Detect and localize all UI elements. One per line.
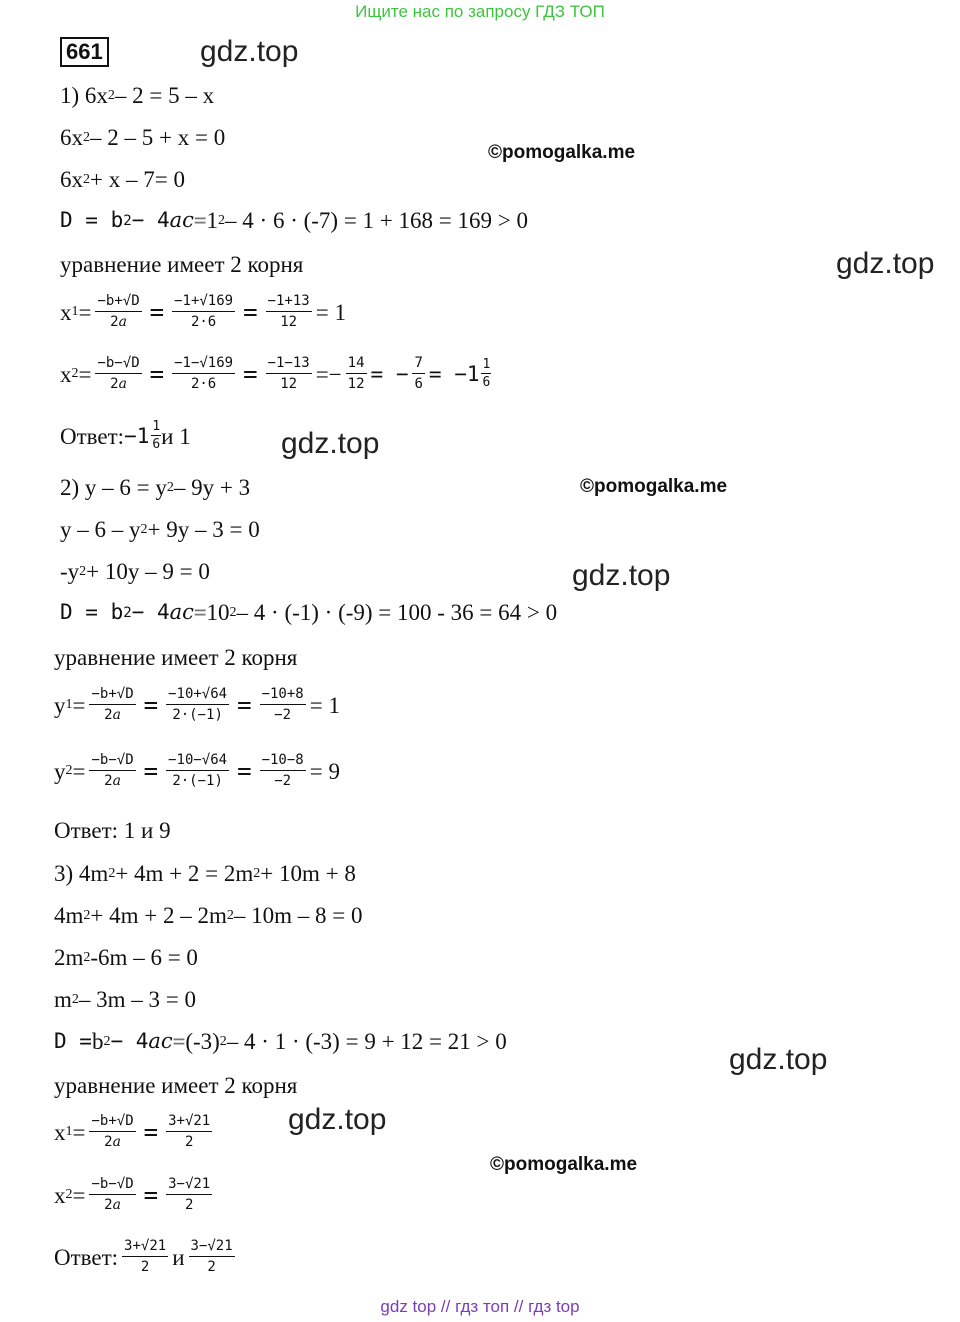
fraction: $\frac{-b-√D}{2a}$ (97, 355, 140, 393)
fraction: $\frac{-b+√D}{2a}$ (91, 686, 134, 724)
fraction: $\frac{-10+8}{-2}$ (261, 686, 304, 724)
part2-root-y2: y 2 = $\frac{-b-√D}{2a}$ = $\frac{-10-√64}{2\cdot(-1)}$ = $\frac{-10-8}{-2}$ = 9 (54, 752, 340, 790)
top-banner[interactable]: Ищите нас по запросу ГДЗ ТОП (355, 2, 605, 21)
watermark-gdz-3: gdz.top (281, 427, 380, 460)
fraction: $\frac{-b+√D}{2a}$ (91, 1113, 134, 1151)
fraction: $\frac{-10-√64}{2\cdot(-1)}$ (168, 752, 228, 790)
watermark-gdz-2: gdz.top (836, 247, 935, 280)
part3-discriminant: D = b 2 − 4 ac = (-3) 2 – 4 · 1 · (-3) = 9 + 12 = 21 > 0 (54, 1029, 507, 1054)
part1-roots-text: уравнение имеет 2 корня (60, 252, 304, 277)
fraction: 1 6 (152, 419, 161, 453)
part3-equation-line-1: 3) 4m 2 + 4m + 2 = 2m 2 + 10m + 8 (54, 861, 356, 886)
fraction: 1 6 (482, 357, 491, 391)
part2-root-y1: y 1 = $\frac{-b+√D}{2a}$ = $\frac{-10+√64}{2\cdot(-1)}$ = $\frac{-10+8}{-2}$ = 1 (54, 686, 340, 724)
part1-equation-line-3: 6x 2 + x – 7= 0 (60, 167, 185, 192)
watermark-pomogalka-2: ©pomogalka.me (580, 476, 728, 497)
part2-roots-text: уравнение имеет 2 корня (54, 645, 298, 670)
part2-answer: Ответ: 1 и 9 (54, 818, 171, 843)
watermark-pomogalka-3: ©pomogalka.me (490, 1154, 638, 1175)
part3-answer: Ответ: $\frac{3+√21}{2}$ и $\frac{3-√21}{2}$ (54, 1238, 233, 1276)
part3-root-x2: x 2 = $\frac{-b-√D}{2a}$ = $\frac{3-√21}{2}$ (54, 1176, 211, 1214)
part2-discriminant: D = b 2 − 4 ac = 10 2 – 4 · (-1) · (-9) = 100 - 36 = 64 > 0 (60, 600, 558, 625)
fraction: $\frac{-b-√D}{2a}$ (91, 1176, 134, 1214)
fraction: $\frac{-1-13}{12}$ (267, 355, 310, 393)
part1-discriminant: D = b 2 − 4 ac = 1 2 – 4 · 6 · (-7) = 1 + 168 = 169 > 0 (60, 208, 528, 233)
fraction: $\frac{-b+√D}{2a}$ (97, 293, 140, 331)
problem-number: 661 (60, 37, 109, 67)
part1-root-x1: x 1 = $\frac{-b+√D}{2a}$ = $\frac{-1+√169}{2\cdot 6}$ = $\frac{-1+13}{12}$ = 1 (60, 293, 346, 331)
watermark-gdz-6: gdz.top (288, 1103, 387, 1136)
part3-equation-line-2: 4m 2 + 4m + 2 – 2m 2 – 10m – 8 = 0 (54, 903, 363, 928)
watermark-gdz-4: gdz.top (572, 559, 671, 592)
part2-equation-line-3: -y 2 + 10y – 9 = 0 (60, 559, 210, 584)
fraction: $\frac{7}{6}$ (414, 355, 423, 393)
fraction: $\frac{-b-√D}{2a}$ (91, 752, 134, 790)
watermark-gdz-5: gdz.top (729, 1043, 828, 1076)
fraction: $\frac{-1-√169}{2\cdot 6}$ (174, 355, 234, 393)
fraction: $\frac{3+√21}{2}$ (168, 1113, 211, 1151)
part2-equation-line-1: 2) y – 6 = y 2 – 9y + 3 (60, 475, 251, 500)
part1-root-x2: x 2 = $\frac{-b-√D}{2a}$ = $\frac{-1-√169}{2\cdot 6}$ = $\frac{-1-13}{12}$ =− $\frac{14}{12}$ = − $\frac{7}{6}$ = −1 1 6 (60, 355, 491, 393)
fraction: $\frac{-1+13}{12}$ (267, 293, 310, 331)
fraction: $\frac{3-√21}{2}$ (168, 1176, 211, 1214)
part1-equation-line-2: 6x 2 – 2 – 5 + x = 0 (60, 125, 226, 150)
fraction: $\frac{-1+√169}{2\cdot 6}$ (174, 293, 234, 331)
part1-answer: Ответ: −1 1 6 и 1 (60, 419, 191, 453)
part3-root-x1: x 1 = $\frac{-b+√D}{2a}$ = $\frac{3+√21}{2}$ (54, 1113, 211, 1151)
fraction: $\frac{3+√21}{2}$ (124, 1238, 167, 1276)
fraction: $\frac{3-√21}{2}$ (190, 1238, 233, 1276)
fraction: $\frac{14}{12}$ (347, 355, 365, 393)
part3-equation-line-4: m 2 – 3m – 3 = 0 (54, 987, 197, 1012)
part2-equation-line-2: y – 6 – y 2 + 9y – 3 = 0 (60, 517, 260, 542)
bottom-banner[interactable]: gdz top // гдз топ // гдз top (380, 1297, 580, 1316)
part3-equation-line-3: 2m 2 -6m – 6 = 0 (54, 945, 198, 970)
part1-equation-line-1: 1) 6x 2 – 2 = 5 – x (60, 83, 215, 108)
watermark-gdz-1: gdz.top (200, 35, 299, 68)
part3-roots-text: уравнение имеет 2 корня (54, 1073, 298, 1098)
fraction: $\frac{-10-8}{-2}$ (261, 752, 304, 790)
fraction: $\frac{-10+√64}{2\cdot(-1)}$ (168, 686, 228, 724)
watermark-pomogalka-1: ©pomogalka.me (488, 142, 636, 163)
